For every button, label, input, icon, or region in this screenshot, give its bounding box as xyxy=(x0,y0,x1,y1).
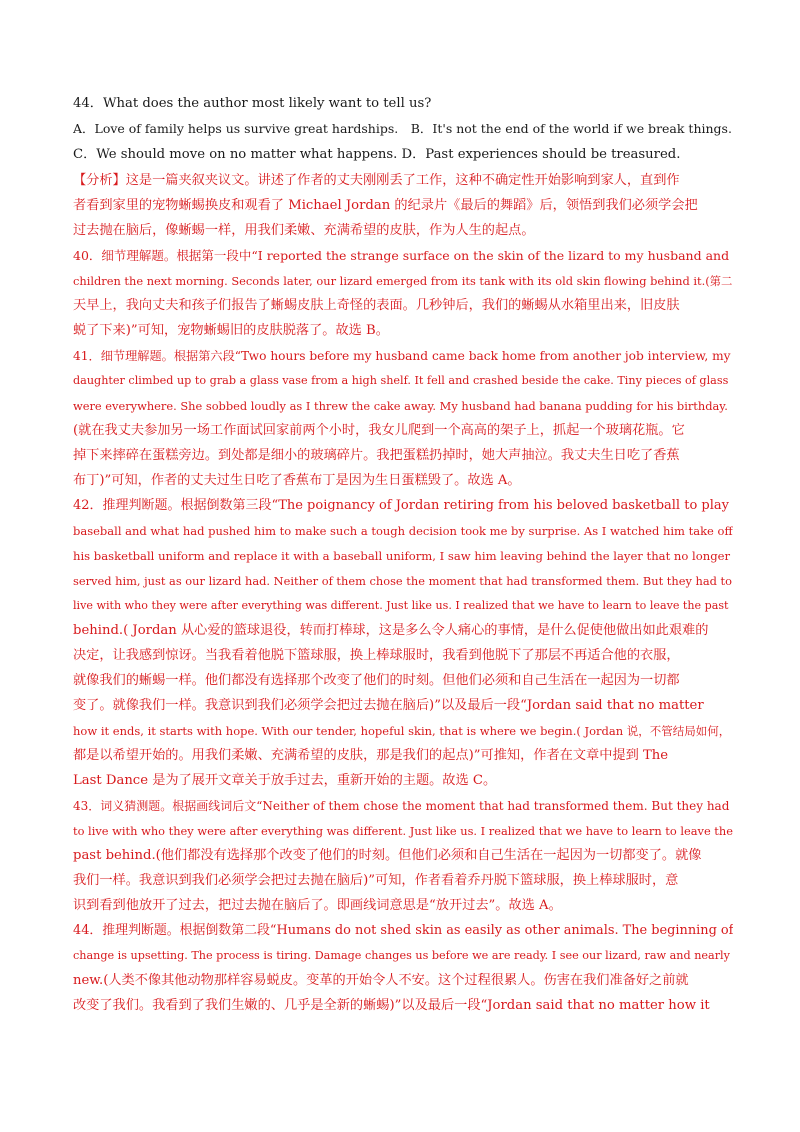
analysis-line: baseball and what had pushed him to make such a tough decision took me by surprise. As I watched him take off xyxy=(73,524,733,538)
question-stem: 44．What does the author most likely want to tell us? xyxy=(73,96,432,111)
question-options-cd: C．We should move on no matter what happens. D．Past experiences should be treasured. xyxy=(73,147,681,162)
analysis-line: 42．推理判断题。根据倒数第三段“The poignancy of Jordan retiring from his beloved basketball to play xyxy=(73,498,729,513)
analysis-line: 决定，让我感到惊讶。当我看着他脱下篮球服，换上棒球服时，我看到他脱下了那层不再适合他的衣服， xyxy=(73,648,680,663)
analysis-line: 变了。就像我们一样。我意识到我们必须学会把过去抛在脑后)”以及最后一段“Jordan said that no matter xyxy=(73,698,704,713)
analysis-line: new.(人类不像其他动物那样容易蜕皮。变革的开始令人不安。这个过程很累人。伤害在我们准备好之前就 xyxy=(73,973,689,988)
analysis-line: 布丁)”可知，作者的丈夫过生日吃了香蕉布丁是因为生日蛋糕毁了。故选 A。 xyxy=(73,473,521,488)
analysis-line: 蜕了下来)”可知，宠物蜥蜴旧的皮肤脱落了。故选 B。 xyxy=(73,323,389,338)
analysis-line: served him, just as our lizard had. Neither of them chose the moment that had transformed them. But they had to xyxy=(73,574,732,588)
analysis-line: 识到看到他放开了过去，把过去抛在脑后了。即画线词意思是“放开过去”。故选 A。 xyxy=(73,898,562,913)
analysis-line: 就像我们的蜥蜴一样。他们都没有选择那个改变了他们的时刻。但他们必须和自己生活在一起因为一切都 xyxy=(73,673,680,688)
analysis-line: 改变了我们。我看到了我们生嫩的、几乎是全新的蜥蜴)”以及最后一段“Jordan said that no matter how it xyxy=(73,998,710,1013)
analysis-line: 43．词义猜测题。根据画线词后文“Neither of them chose the moment that had transformed them. But they had xyxy=(73,799,730,813)
analysis-line: 都是以希望开始的。用我们柔嫩、充满希望的皮肤，那是我们的起点)”可推知，作者在文章中提到 The xyxy=(73,748,669,763)
analysis-line: daughter climbed up to grab a glass vase from a high shelf. It fell and crashed beside the cake. Tiny pieces of glass xyxy=(73,374,729,387)
analysis-line: Last Dance 是为了展开文章关于放手过去，重新开始的主题。故选 C。 xyxy=(73,773,497,788)
analysis-line: to live with who they were after everything was different. Just like us. I realized that we have to learn to leave the xyxy=(73,824,733,838)
analysis-line: behind.( Jordan 从心爱的篮球退役，转而打棒球，这是多么令人痛心的事情，是什么促使他做出如此艰难的 xyxy=(73,623,709,638)
analysis-line: 我们一样。我意识到我们必须学会把过去抛在脑后)”可知，作者看着乔丹脱下篮球服，换上棒球服时，意 xyxy=(73,873,679,888)
analysis-line: 40．细节理解题。根据第一段中“I reported the strange surface on the skin of the lizard to my husband and xyxy=(73,248,730,263)
analysis-line: past behind.(他们都没有选择那个改变了他们的时刻。但他们必须和自己生活在一起因为一切都变了。就像 xyxy=(73,848,702,863)
analysis-line: 天早上，我向丈夫和孩子们报告了蜥蜴皮肤上奇怪的表面。几秒钟后，我们的蜥蜴从水箱里出来，旧皮肤 xyxy=(73,298,680,313)
analysis-line: 【分析】这是一篇夹叙夹议文。讲述了作者的丈夫刚刚丢了工作，这种不确定性开始影响到家人，直到作 xyxy=(73,173,680,188)
analysis-line: change is upsetting. The process is tiring. Damage changes us before we are ready. I see our lizard, raw and nearly xyxy=(73,949,730,962)
analysis-line: his basketball uniform and replace it with a baseball uniform, I saw him leaving behind the layer that no longer xyxy=(73,549,731,563)
analysis-line: 掉下来摔碎在蛋糕旁边。到处都是细小的玻璃碎片。我把蛋糕扔掉时，她大声抽泣。我丈夫生日吃了香蕉 xyxy=(73,448,680,463)
analysis-line: 41．细节理解题。根据第六段“Two hours before my husband came back home from another job interview, my xyxy=(73,349,731,363)
analysis-line: 过去抛在脑后，像蜥蜴一样，用我们柔嫩、充满希望的皮肤，作为人生的起点。 xyxy=(73,223,535,238)
analysis-line: children the next morning. Seconds later, our lizard emerged from its tank with its old skin flowing behind it.(第二 xyxy=(73,274,733,288)
analysis-line: (就在我丈夫参加另一场工作面试回家前两个小时，我女儿爬到一个高高的架子上，抓起一个玻璃花瓶。它 xyxy=(73,423,685,438)
analysis-line: live with who they were after everything was different. Just like us. I realized that we have to learn to leave the past xyxy=(73,599,729,612)
analysis-line: 44．推理判断题。根据倒数第二段“Humans do not shed skin as easily as other animals. The beginning of xyxy=(73,923,733,938)
question-options-ab: A．Love of family helps us survive great hardships. B．It's not the end of the world if we break things. xyxy=(73,121,732,136)
analysis-line: were everywhere. She sobbed loudly as I threw the cake away. My husband had banana pudding for his birthday. xyxy=(73,399,728,413)
analysis-line: 者看到家里的宠物蜥蜴换皮和观看了 Michael Jordan 的纪录片《最后的舞蹈》后，领悟到我们必须学会把 xyxy=(73,198,698,213)
analysis-line: how it ends, it starts with hope. With our tender, hopeful skin, that is where we begin.( Jordan 说，不管结局如何， xyxy=(73,724,731,738)
